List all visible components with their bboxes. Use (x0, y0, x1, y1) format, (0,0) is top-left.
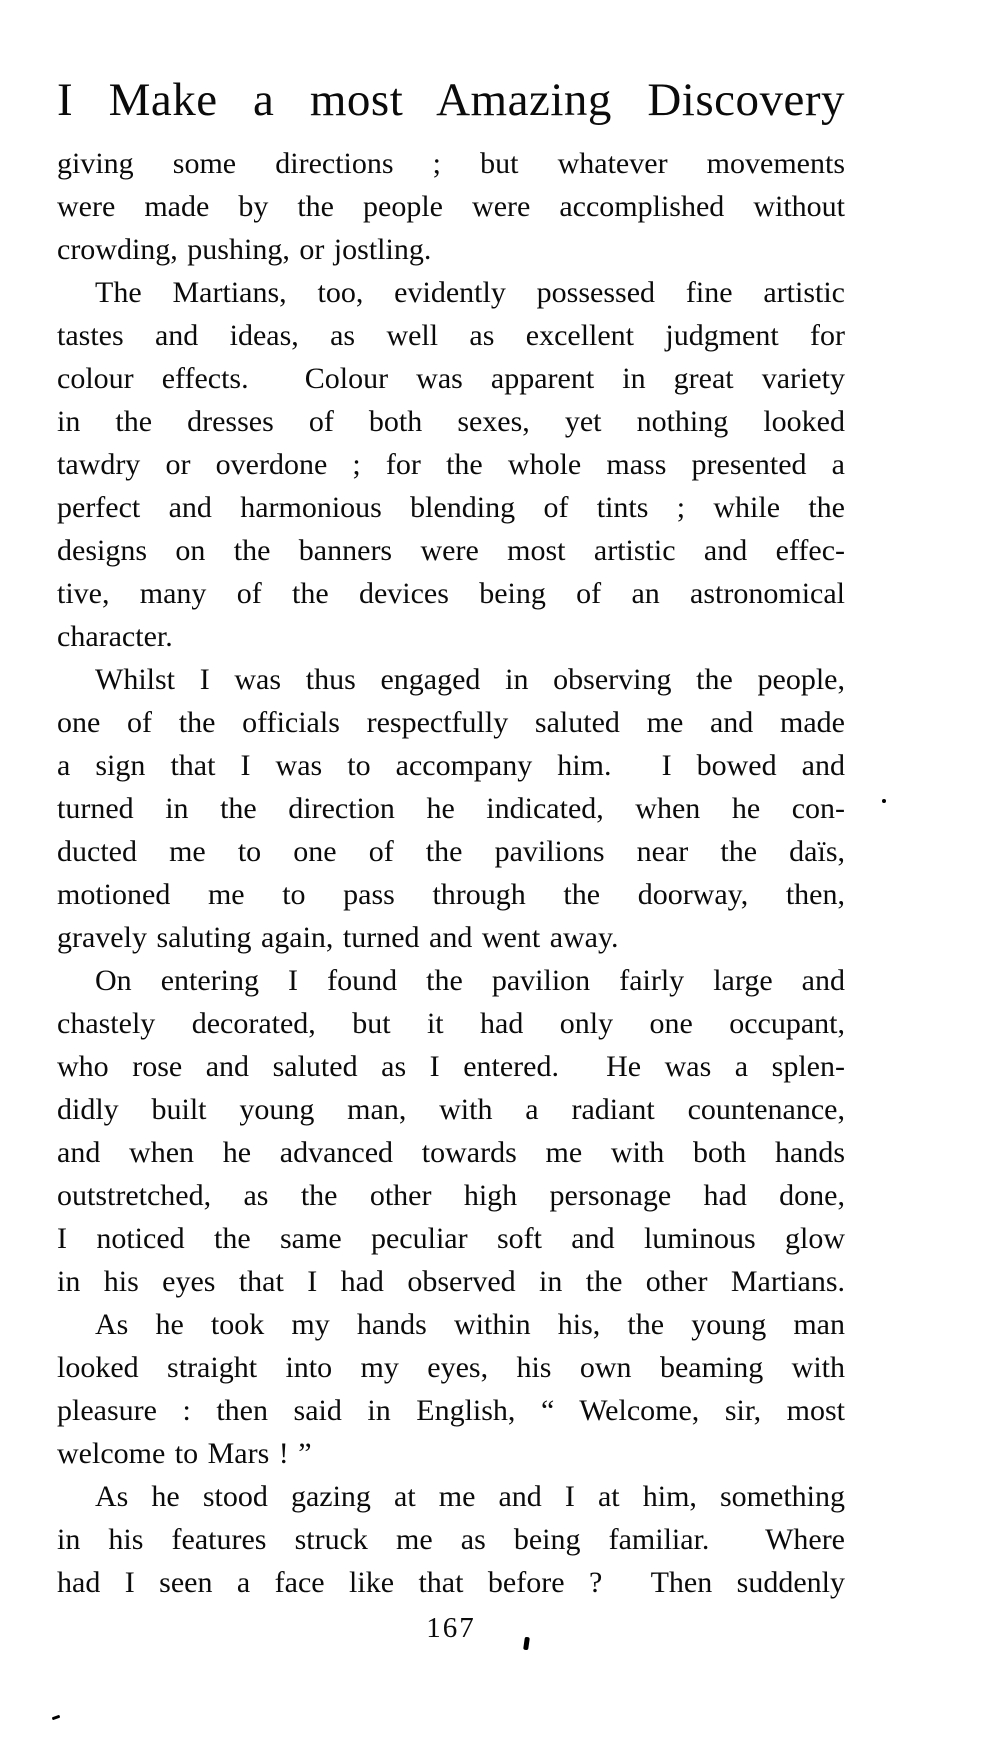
text-line: As he took my hands within his, the young man (95, 1308, 845, 1341)
text-line: tive, many of the devices being of an astronomical (57, 577, 845, 610)
body-text (57, 142, 845, 1604)
text-line: The Martians, too, evidently possessed fine artistic (95, 276, 845, 309)
text-line: perfect and harmonious blending of tints ; while the (57, 491, 845, 524)
chapter-heading: I Make a most Amazing Discovery (57, 74, 845, 126)
paragraph (57, 1475, 845, 1604)
text-line: in the dresses of both sexes, yet nothing looked (57, 405, 845, 438)
text-line: welcome to Mars ! ” (57, 1437, 312, 1470)
text-line: tastes and ideas, as well as excellent judgment for (57, 319, 845, 352)
text-line: motioned me to pass through the doorway, then, (57, 878, 845, 911)
text-line: colour effects. Colour was apparent in great variety (57, 362, 845, 395)
paragraph (57, 959, 845, 1303)
text-line: chastely decorated, but it had only one occupant, (57, 1007, 845, 1040)
page-number: 167 (426, 1612, 476, 1644)
text-line: outstretched, as the other high personage had done, (57, 1179, 845, 1212)
book-page (57, 70, 845, 1650)
scan-speck (52, 1715, 61, 1721)
paragraph (57, 271, 845, 658)
text-line: had I seen a face like that before ? Then suddenly (57, 1566, 845, 1599)
text-line: didly built young man, with a radiant countenance, (57, 1093, 845, 1126)
text-line: in his features struck me as being familiar. Where (57, 1523, 845, 1556)
text-line: tawdry or overdone ; for the whole mass presented a (57, 448, 845, 481)
text-line: in his eyes that I had observed in the other Martians. (57, 1265, 845, 1298)
text-line: who rose and saluted as I entered. He was a splen- (57, 1050, 845, 1083)
paragraph (57, 142, 845, 271)
text-line: Whilst I was thus engaged in observing the people, (95, 663, 845, 696)
scan-speck (882, 799, 886, 803)
text-line: were made by the people were accomplished without (57, 190, 845, 223)
text-line: looked straight into my eyes, his own beaming with (57, 1351, 845, 1384)
text-line: character. (57, 620, 173, 653)
text-line: I noticed the same peculiar soft and luminous glow (57, 1222, 845, 1255)
text-line: On entering I found the pavilion fairly large and (95, 964, 845, 997)
text-line: ducted me to one of the pavilions near the daïs, (57, 835, 845, 868)
text-line: designs on the banners were most artistic and effec- (57, 534, 845, 567)
text-line: As he stood gazing at me and I at him, something (95, 1480, 845, 1513)
text-line: crowding, pushing, or jostling. (57, 233, 432, 266)
text-line: one of the officials respectfully saluted me and made (57, 706, 845, 739)
text-line: a sign that I was to accompany him. I bowed and (57, 749, 845, 782)
text-line: giving some directions ; but whatever movements (57, 147, 845, 180)
paragraph (57, 658, 845, 959)
text-line: pleasure : then said in English, “ Welcome, sir, most (57, 1394, 845, 1427)
text-line: and when he advanced towards me with both hands (57, 1136, 845, 1169)
text-line: gravely saluting again, turned and went away. (57, 921, 619, 954)
paragraph (57, 1303, 845, 1475)
text-line: turned in the direction he indicated, when he con- (57, 792, 845, 825)
